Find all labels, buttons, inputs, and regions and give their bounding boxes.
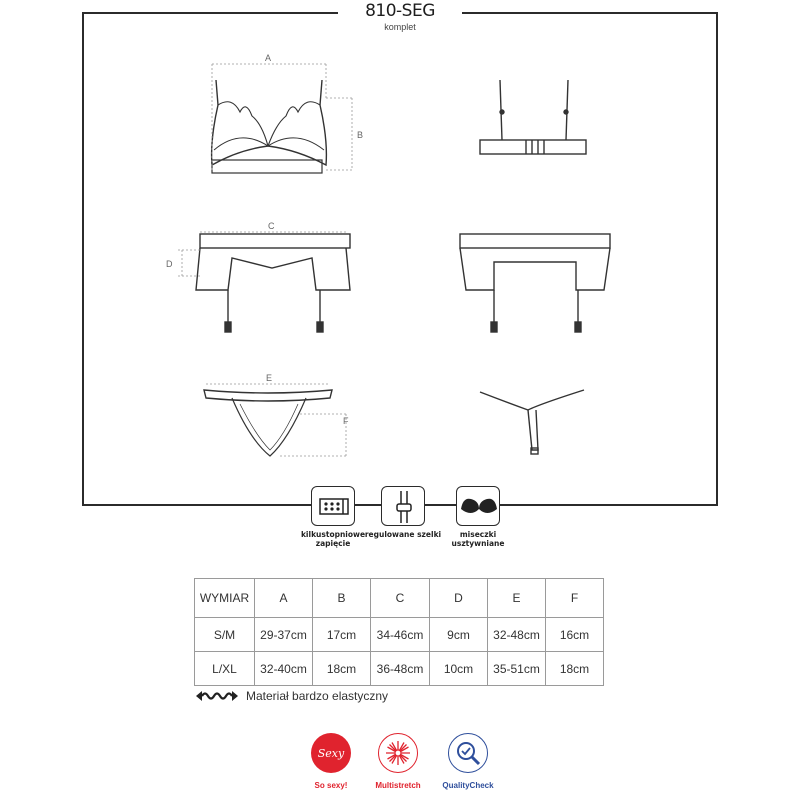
multi-step-clasp-icon: [311, 486, 355, 526]
table-cell: 29-37cm: [255, 618, 313, 652]
badge-multistretch-label: Multistretch: [375, 781, 421, 790]
dimension-f-label: F: [343, 416, 349, 426]
table-header-cell: A: [255, 579, 313, 618]
table-cell: 32-48cm: [488, 618, 546, 652]
feature-icons: [0, 486, 800, 566]
product-code-title: 810-SEG: [365, 1, 435, 21]
quality-check-icon: [448, 733, 488, 773]
table-cell: 10cm: [430, 652, 488, 686]
table-header-cell: D: [430, 579, 488, 618]
badge-so-sexy-label: So sexy!: [314, 781, 348, 790]
size-table: [194, 578, 604, 686]
table-cell: 36-48cm: [371, 652, 430, 686]
table-row: [195, 618, 604, 652]
thong-back-drawing: [480, 390, 584, 454]
feature-clasp-label: kilkustopniowe zapięcie: [300, 530, 366, 548]
product-subtitle: komplet: [384, 22, 416, 32]
thong-front-drawing: [204, 390, 332, 456]
table-cell: 17cm: [313, 618, 371, 652]
table-cell: 32-40cm: [255, 652, 313, 686]
table-header-cell: C: [371, 579, 430, 618]
adjustable-straps-icon: [381, 486, 425, 526]
badge-multistretch: [363, 733, 433, 790]
badge-so-sexy: [296, 733, 366, 790]
table-header-cell: WYMIAR: [195, 579, 255, 618]
table-cell: 9cm: [430, 618, 488, 652]
bra-front-drawing: [212, 80, 327, 173]
padded-cups-icon: [456, 486, 500, 526]
multistretch-icon: [378, 733, 418, 773]
table-header-cell: B: [313, 579, 371, 618]
stretch-arrows-icon: [196, 690, 238, 702]
table-cell: 18cm: [546, 652, 604, 686]
feature-straps-label: regulowane szelki: [364, 530, 442, 539]
garter-belt-back-drawing: [460, 234, 610, 332]
badge-quality-check-label: QualityCheck: [442, 781, 494, 790]
dimension-a-label: A: [265, 53, 272, 63]
dimension-d-label: D: [166, 259, 173, 269]
table-cell: S/M: [195, 618, 255, 652]
stretch-note-text: Materiał bardzo elastyczny: [246, 689, 389, 703]
table-header-cell: F: [546, 579, 604, 618]
dimension-c-label: C: [268, 221, 275, 231]
table-cell: L/XL: [195, 652, 255, 686]
table-header-cell: E: [488, 579, 546, 618]
table-row: [195, 652, 604, 686]
table-cell: 34-46cm: [371, 618, 430, 652]
feature-cups: [433, 486, 523, 548]
table-cell: 35-51cm: [488, 652, 546, 686]
dimension-b-label: B: [357, 130, 364, 140]
table-cell: 18cm: [313, 652, 371, 686]
stretch-note: [196, 689, 388, 703]
table-cell: 16cm: [546, 618, 604, 652]
bra-back-drawing: [480, 80, 586, 154]
badge-quality-check: [433, 733, 503, 790]
dimension-e-label: E: [266, 373, 273, 383]
garter-belt-front-drawing: [196, 234, 350, 332]
feature-cups-label: miseczki usztywniane: [451, 530, 505, 548]
so-sexy-mark: Sexy: [317, 747, 345, 760]
so-sexy-icon: [311, 733, 351, 773]
table-header-row: [195, 579, 604, 618]
